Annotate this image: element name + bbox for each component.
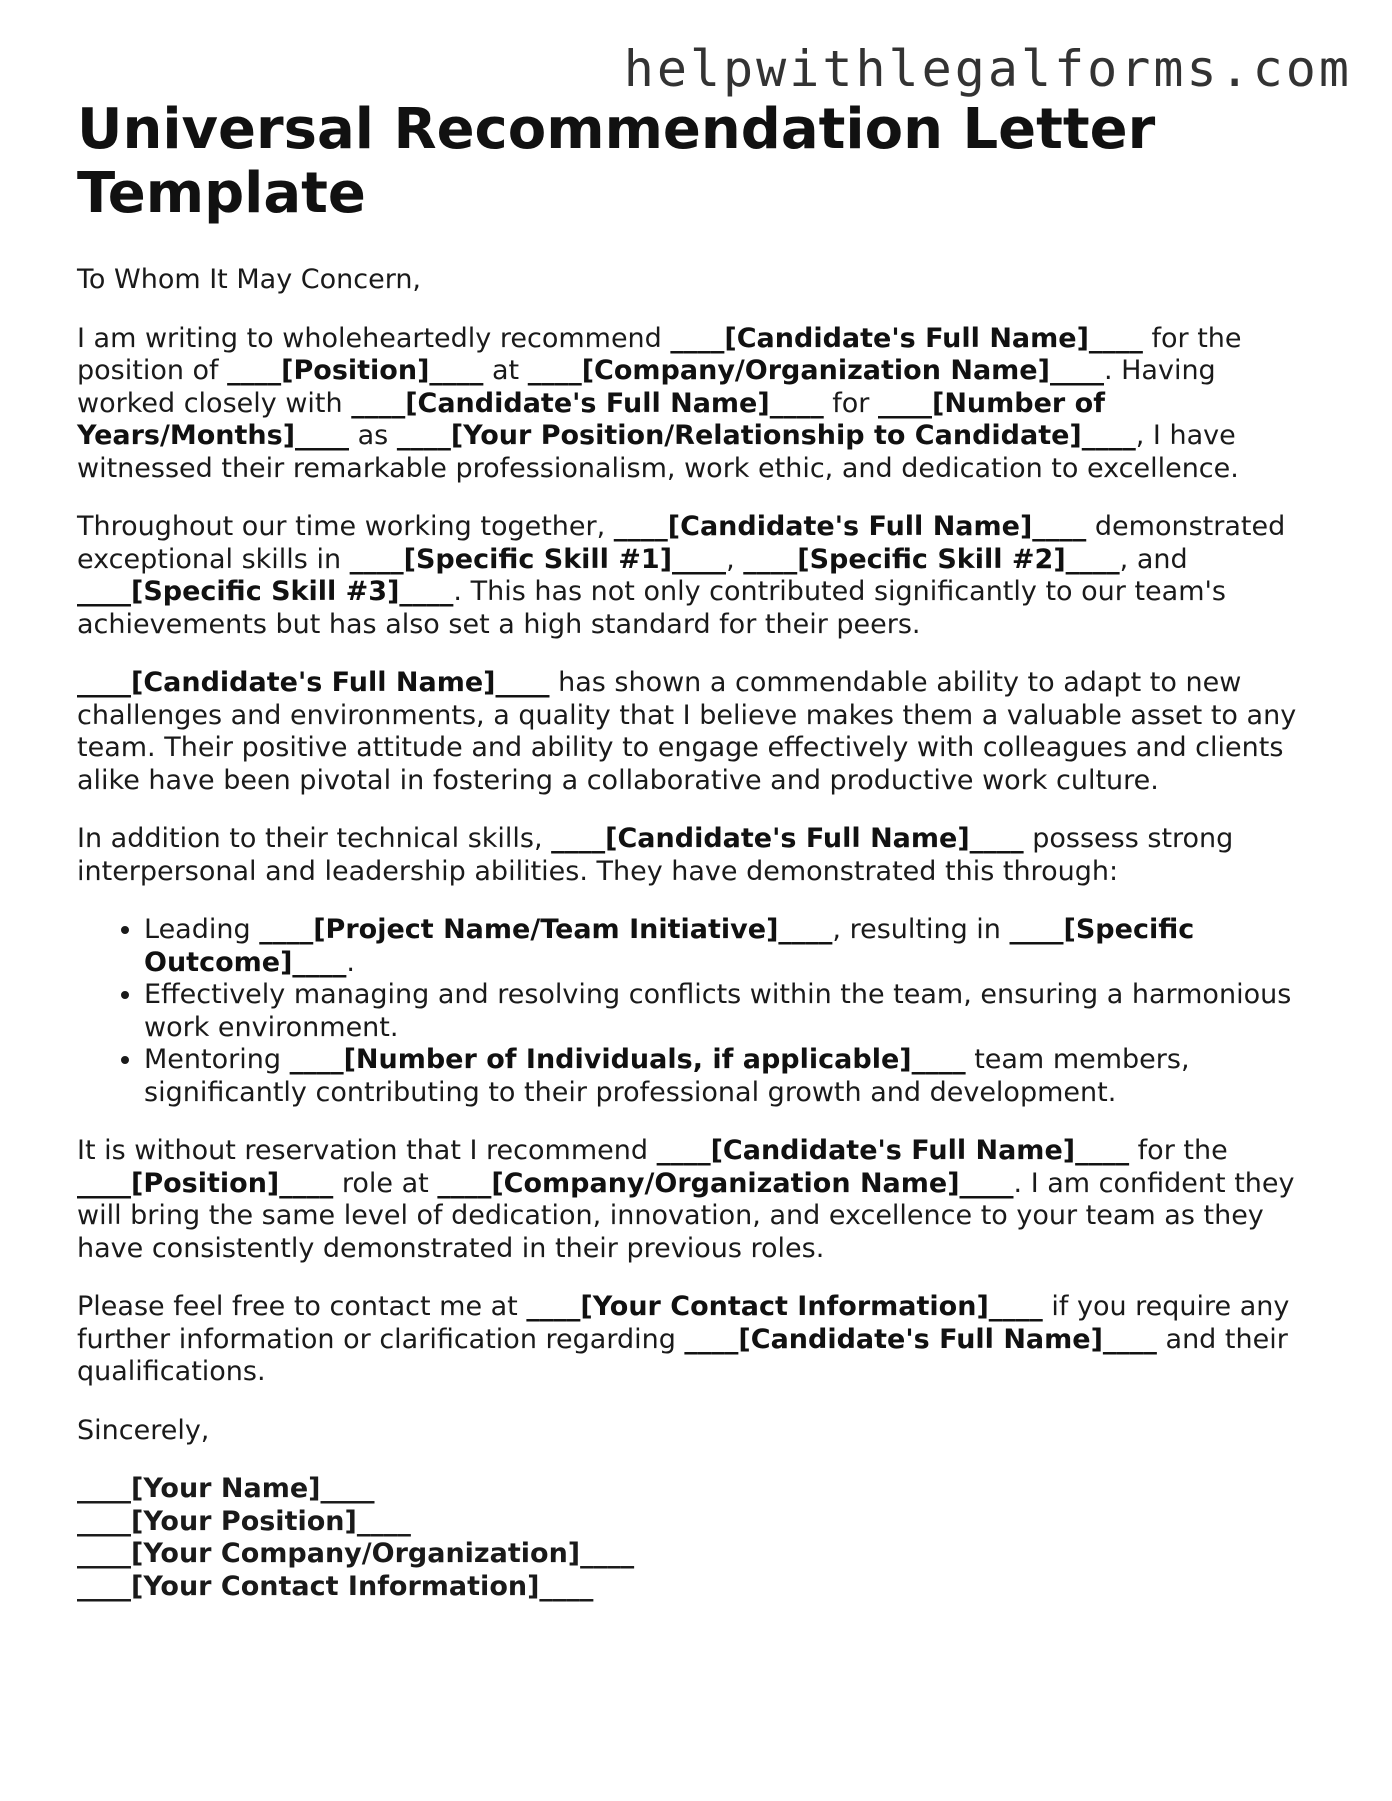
text-segment: at (483, 355, 528, 386)
text-segment: . Having worked closely with (77, 355, 1216, 419)
placeholder-candidate-name: ____[Candidate's Full Name]____ (351, 387, 824, 419)
text-segment: . (346, 946, 356, 978)
placeholder-relationship: ____[Your Position/Relationship to Candidate]____ (396, 420, 1136, 451)
text-segment: It is without reservation that I recommend (77, 1135, 657, 1166)
text-segment: Throughout our time working together, (77, 511, 614, 542)
placeholder-company: ____[Company/Organization Name]____ (437, 1167, 1014, 1199)
text-segment: if you require any further information or clarification regarding (77, 1291, 1290, 1355)
text-segment: has shown a commendable ability to adapt to new challenges and environments, a quality that I believe makes them a valuable asset to any team. Their positive attitude and ability to engage effectively with colleagues and clients alike have been pivotal in fostering a collaborative and productive work culture. (77, 667, 1297, 796)
placeholder-company: ____[Company/Organization Name]____ (527, 355, 1104, 386)
text-segment: . This has not only contributed significantly to our team's achievements but has also set a high standard for their peers. (77, 576, 1226, 640)
text-segment: role at (333, 1167, 438, 1199)
paragraph-recommendation (77, 1135, 1317, 1265)
signature-contact: ____[Your Contact Information]____ (77, 1570, 594, 1602)
placeholder-position: ____[Position]____ (77, 1167, 334, 1199)
paragraph-intro (77, 323, 1317, 486)
placeholder-candidate-name: ____[Candidate's Full Name]____ (684, 1323, 1157, 1355)
document-title: Universal Recommendation Letter Template (77, 97, 1156, 226)
text-segment: Leading (144, 914, 260, 945)
paragraph-contact (77, 1291, 1317, 1389)
paragraph-skills (77, 511, 1317, 641)
placeholder-candidate-name: ____[Candidate's Full Name]____ (670, 322, 1143, 354)
salutation: To Whom It May Concern, (77, 264, 422, 295)
text-segment: Mentoring (144, 1044, 290, 1075)
text-segment: for (823, 387, 878, 419)
text-segment: . I am confident they will bring the same level of dedication, innovation, and excellence to your team as they have consistently demonstrated in their previous roles. (77, 1167, 1295, 1264)
paragraph-adaptability (77, 667, 1317, 797)
placeholder-duration: ____[Number of Years/Months]____ (77, 387, 1105, 451)
site-watermark: helpwithlegalforms.com (623, 40, 1352, 98)
text-segment: , resulting in (832, 914, 1010, 945)
list-item (144, 914, 1317, 979)
signature-block (77, 1473, 1317, 1603)
closing: Sincerely, (77, 1414, 210, 1446)
text-segment: I am writing to wholeheartedly recommend (77, 322, 671, 354)
text-segment: , (726, 543, 744, 575)
text-segment: as (349, 420, 397, 451)
text-segment: Effectively managing and resolving conflicts within the team, ensuring a harmonious work environment. (144, 979, 1292, 1043)
signature-name: ____[Your Name]____ (77, 1473, 375, 1504)
letter-body (77, 264, 1317, 1603)
placeholder-individuals: ____[Number of Individuals, if applicable]____ (289, 1044, 966, 1075)
placeholder-skill-1: ____[Specific Skill #1]____ (349, 543, 727, 575)
placeholder-skill-2: ____[Specific Skill #2]____ (743, 543, 1120, 575)
text-segment: demonstrated exceptional skills in (77, 511, 1286, 575)
text-segment: and their qualifications. (77, 1323, 1288, 1387)
text-segment: , I have witnessed their remarkable professionalism, work ethic, and dedication to excellence. (77, 420, 1239, 484)
text-segment: , and (1119, 543, 1188, 575)
text-segment: Please feel free to contact me at (77, 1291, 527, 1322)
list-item (144, 1044, 1317, 1109)
placeholder-candidate-name: ____[Candidate's Full Name]____ (551, 823, 1024, 854)
placeholder-position: ____[Position]____ (227, 355, 484, 386)
placeholder-contact-info: ____[Your Contact Information]____ (526, 1291, 1043, 1322)
text-segment: possess strong interpersonal and leadership abilities. They have demonstrated this through: (77, 823, 1234, 887)
placeholder-outcome: ____[Specific Outcome]____ (144, 914, 1195, 978)
placeholder-candidate-name: ____[Candidate's Full Name]____ (77, 667, 550, 698)
placeholder-candidate-name: ____[Candidate's Full Name]____ (613, 511, 1087, 542)
placeholder-project: ____[Project Name/Team Initiative]____ (259, 914, 833, 945)
signature-company: ____[Your Company/Organization]____ (77, 1538, 635, 1569)
achievement-list (77, 914, 1317, 1109)
text-segment: team members, significantly contributing to their professional growth and development. (144, 1044, 1190, 1108)
placeholder-skill-3: ____[Specific Skill #3]____ (77, 576, 454, 607)
text-segment: In addition to their technical skills, (77, 823, 552, 854)
placeholder-candidate-name: ____[Candidate's Full Name]____ (656, 1135, 1130, 1166)
signature-position: ____[Your Position]____ (77, 1505, 411, 1537)
document-page (77, 98, 1317, 1603)
text-segment: for the (1129, 1135, 1228, 1166)
paragraph-leadership (77, 823, 1317, 888)
list-item (144, 979, 1317, 1044)
text-segment: for the position of (77, 322, 1242, 386)
